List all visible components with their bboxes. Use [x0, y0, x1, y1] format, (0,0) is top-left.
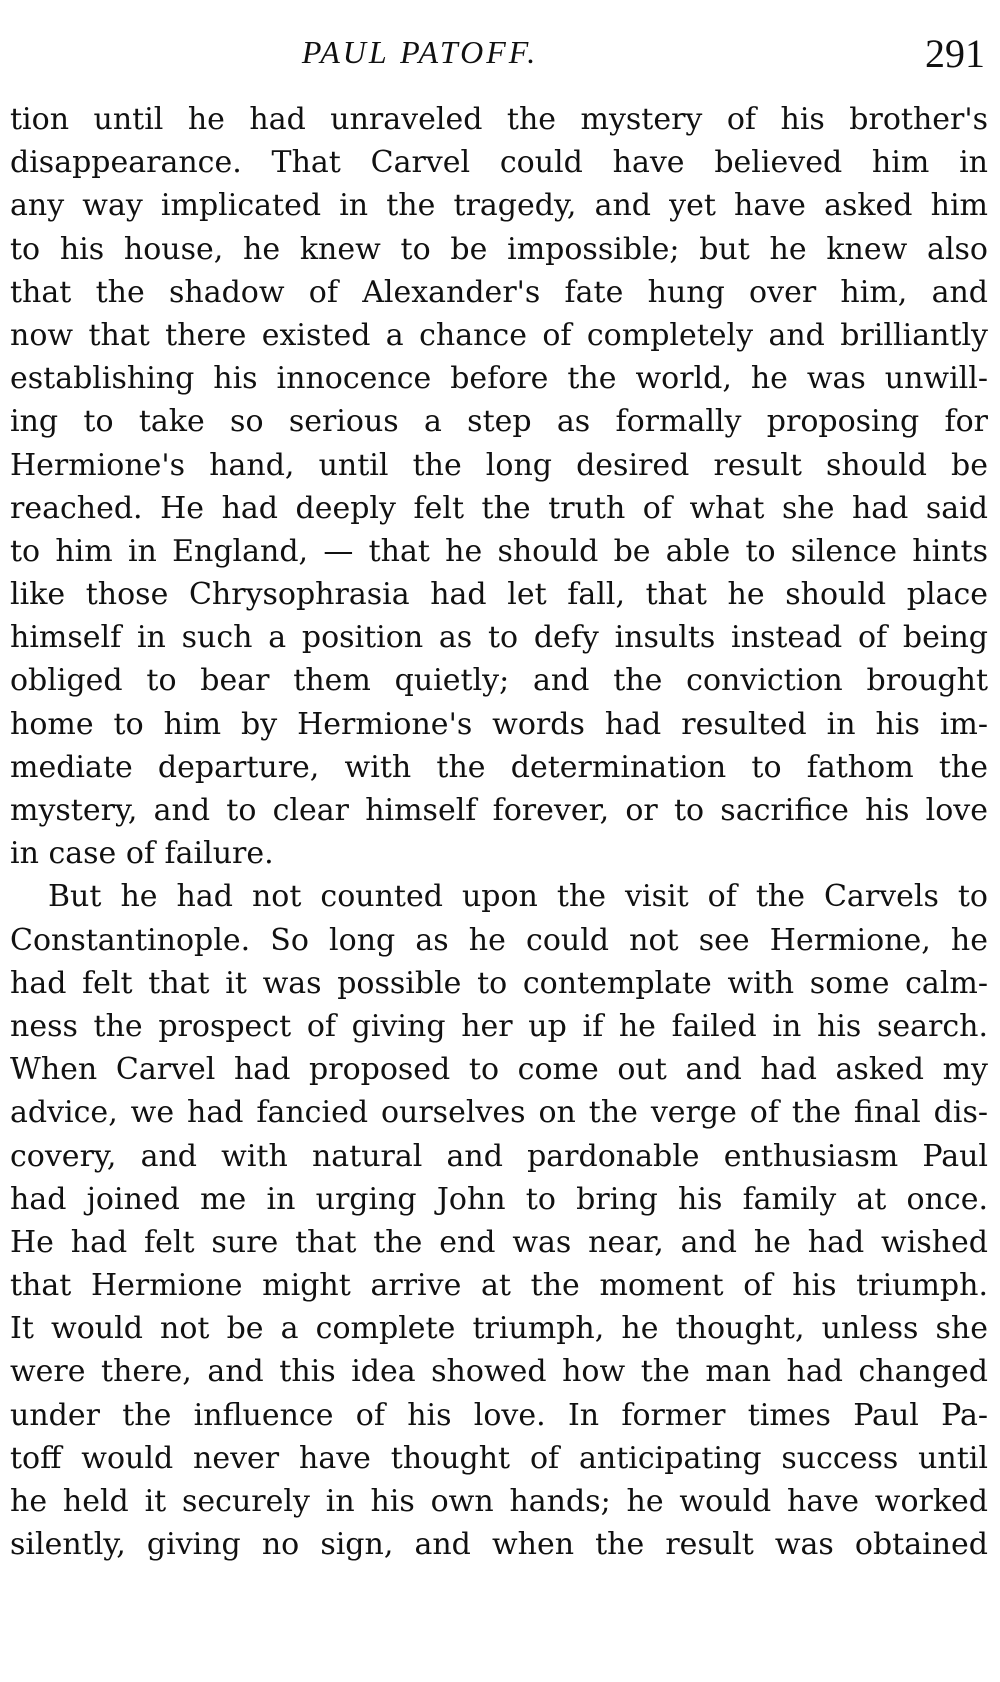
text-line: were there, and this idea showed how the man had changed — [10, 1354, 988, 1390]
text-line: toff would never have thought of anticipating success until — [10, 1440, 988, 1476]
text-line: covery, and with natural and pardonable enthusiasm Paul — [10, 1138, 988, 1174]
text-line: any way implicated in the tragedy, and yet have asked him — [10, 188, 988, 224]
text-line: himself in such a position as to defy insults instead of being — [10, 620, 988, 656]
text-line: had joined me in urging John to bring his family at once. — [10, 1181, 988, 1217]
text-line: ing to take so serious a step as formally proposing for — [10, 404, 988, 440]
text-line: in case of failure. — [10, 836, 274, 872]
text-line: disappearance. That Carvel could have believed him in — [10, 145, 988, 181]
text-line: mediate departure, with the determination to fathom the — [10, 749, 988, 785]
text-line: reached. He had deeply felt the truth of what she had said — [10, 490, 988, 526]
text-line: advice, we had fancied ourselves on the verge of the final dis- — [10, 1095, 988, 1131]
text-line: home to him by Hermione's words had resulted in his im- — [10, 706, 988, 742]
text-line: to his house, he knew to be impossible; but he knew also — [10, 231, 988, 267]
running-title: PAUL PATOFF. — [301, 34, 539, 70]
text-line: When Carvel had proposed to come out and had asked my — [10, 1052, 988, 1088]
text-line: under the influence of his love. In former times Paul Pa- — [10, 1397, 988, 1433]
text-line: that the shadow of Alexander's fate hung over him, and — [10, 274, 988, 310]
text-line: mystery, and to clear himself forever, or to sacrifice his love — [10, 793, 988, 828]
page-number: 291 — [925, 31, 985, 76]
text-line: ness the prospect of giving her up if he failed in his search. — [10, 1008, 988, 1044]
text-line: Constantinople. So long as he could not see Hermione, he — [10, 922, 988, 958]
body-text — [10, 98, 988, 1566]
paragraph — [10, 98, 988, 875]
text-line: establishing his innocence before the world, he was unwill- — [10, 361, 988, 397]
text-line: that Hermione might arrive at the moment of his triumph. — [10, 1268, 988, 1304]
text-line: tion until he had unraveled the mystery of his brother's — [10, 102, 988, 137]
text-line: silently, giving no sign, and when the result was obtained — [10, 1527, 988, 1563]
text-line: had felt that it was possible to contemplate with some calm- — [10, 965, 988, 1001]
text-line: like those Chrysophrasia had let fall, that he should place — [10, 577, 988, 613]
running-header — [10, 22, 985, 82]
text-line: But he had not counted upon the visit of the Carvels to — [48, 879, 988, 915]
text-line: He had felt sure that the end was near, and he had wished — [10, 1224, 988, 1260]
text-line: to him in England, — that he should be able to silence hints — [10, 533, 988, 569]
text-line: obliged to bear them quietly; and the conviction brought — [10, 663, 988, 699]
text-line: now that there existed a chance of completely and brilliantly — [10, 317, 988, 353]
text-line: he held it securely in his own hands; he would have worked — [10, 1484, 988, 1519]
paragraph — [10, 875, 988, 1566]
text-line: It would not be a complete triumph, he thought, unless she — [10, 1311, 988, 1347]
text-line: Hermione's hand, until the long desired result should be — [10, 447, 988, 483]
